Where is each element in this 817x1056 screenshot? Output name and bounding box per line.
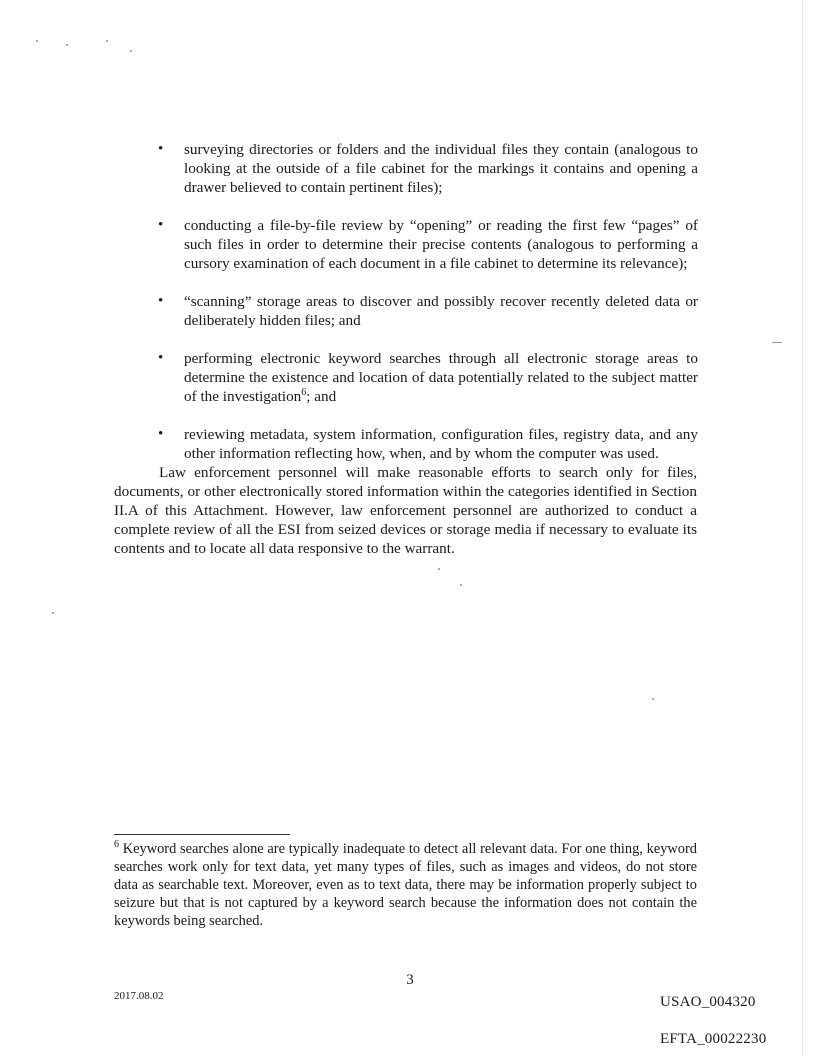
search-methods-list	[158, 140, 698, 482]
list-item-text: reviewing metadata, system information, configuration files, registry data, and any other information reflecting how, when, and by whom the computer was used.	[184, 426, 698, 462]
list-item	[158, 216, 698, 273]
list-item-text-tail: ; and	[306, 388, 337, 405]
footnote	[114, 840, 697, 930]
bullet-icon: •	[158, 141, 164, 157]
list-item	[158, 425, 698, 463]
list-item-text	[184, 350, 698, 405]
bates-number-usao: USAO_004320	[660, 994, 756, 1010]
scan-speck	[130, 50, 132, 52]
list-item	[158, 140, 698, 197]
footnote-number: 6	[114, 839, 119, 851]
bullet-icon: •	[158, 293, 164, 309]
scan-speck	[438, 568, 440, 570]
scan-speck	[460, 584, 462, 586]
body-paragraph: Law enforcement personnel will make reasonable efforts to search only for files, documents, or other electronically stored information within the categories identified in Section II.A of this Attachment. However, law enforcement personnel are authorized to conduct a complete review of all the ESI from seized devices or storage media if necessary to evaluate its contents and to locate all data responsive to the warrant.	[114, 464, 697, 557]
bullet-icon: •	[158, 350, 164, 366]
margin-mark	[772, 342, 782, 343]
scan-speck	[52, 612, 54, 614]
scan-speck	[106, 40, 108, 42]
list-item	[158, 349, 698, 406]
list-item-text: “scanning” storage areas to discover and possibly recover recently deleted data or deliberately hidden files; and	[184, 293, 698, 329]
scan-edge-line	[802, 0, 803, 1056]
footnote-text: Keyword searches alone are typically inadequate to detect all relevant data. For one thing, keyword searches work only for text data, yet many types of files, such as images and videos, do not store data as searchable text. Moreover, even as to text data, there may be information properly subject to seizure but that is not captured by a keyword search because the information does not contain the keywords being searched.	[114, 841, 697, 929]
list-item-text: surveying directories or folders and the individual files they contain (analogous to looking at the outside of a file cabinet for the markings it contains and opening a drawer believed to contain pertinent files);	[184, 141, 698, 196]
footnote-reference: 6	[301, 386, 307, 398]
bullet-icon: •	[158, 426, 164, 442]
scan-speck	[66, 44, 68, 46]
list-item-text: conducting a file-by-file review by “opening” or reading the first few “pages” of such files in order to determine their precise contents (analogous to performing a cursory examination of each document in a file cabinet to determine its relevance);	[184, 217, 698, 272]
list-item-text-main: performing electronic keyword searches through all electronic storage areas to determine the existence and location of data potentially related to the subject matter of the investigation	[184, 350, 698, 405]
list-item	[158, 292, 698, 330]
scan-speck	[652, 698, 654, 700]
page-number: 3	[406, 972, 414, 988]
bullet-icon: •	[158, 217, 164, 233]
scan-speck	[36, 40, 38, 42]
bates-number-efta: EFTA_00022230	[660, 1031, 767, 1047]
footnote-divider	[114, 834, 290, 835]
document-date: 2017.08.02	[114, 990, 164, 1002]
